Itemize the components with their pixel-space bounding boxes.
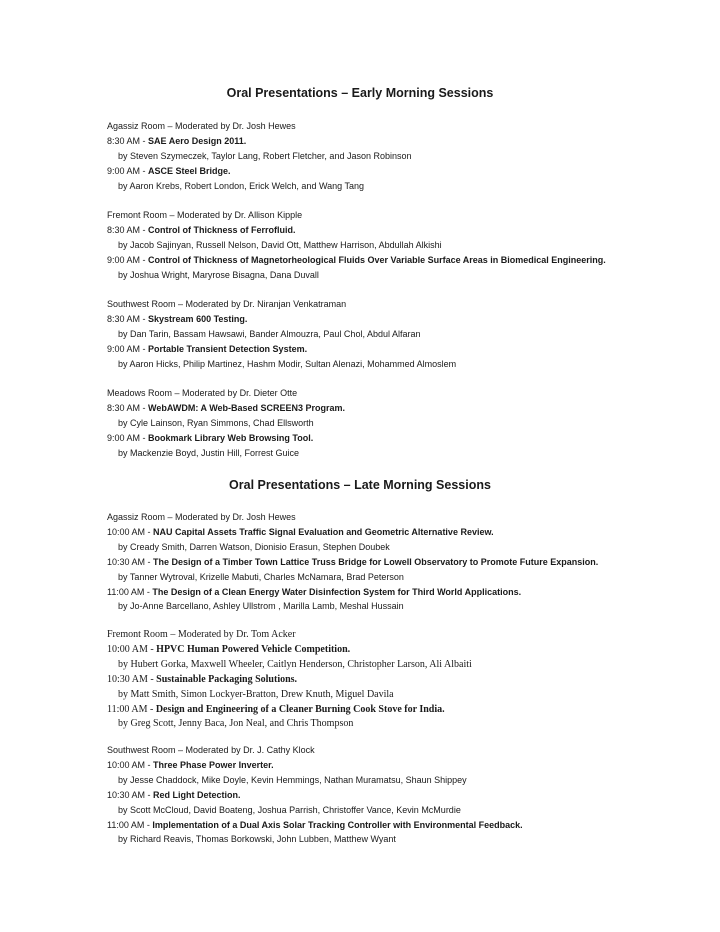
talk-title: The Design of a Clean Energy Water Disinfection System for Third World Applications. (152, 586, 522, 597)
talk-title: ASCE Steel Bridge. (148, 165, 231, 176)
talk-time: 11:00 AM - (107, 819, 153, 830)
talk-authors: by Tanner Wytroval, Krizelle Mabuti, Charles McNamara, Brad Peterson (118, 571, 404, 582)
talk-time: 10:00 AM - (107, 643, 157, 655)
talk-authors: by Jesse Chaddock, Mike Doyle, Kevin Hemmings, Nathan Muramatsu, Shaun Shippey (118, 774, 467, 785)
talk-line (107, 585, 707, 600)
talk-line (107, 401, 707, 416)
talk-line (107, 818, 707, 833)
talk-title: Portable Transient Detection System. (148, 343, 308, 354)
talk-line (107, 342, 707, 357)
talk-title: Sustainable Packaging Solutions. (156, 673, 298, 685)
talk-time: 9:00 AM - (107, 432, 149, 443)
talk-title: Design and Engineering of a Cleaner Burning Cook Stove for India. (155, 703, 445, 715)
talk-line (107, 223, 707, 238)
talk-time: 9:00 AM - (107, 165, 149, 176)
talk-line (107, 758, 707, 773)
talk-time: 10:30 AM - (107, 556, 154, 567)
room-header: Meadows Room – Moderated by Dr. Dieter Otte (107, 388, 298, 398)
talk-title: Bookmark Library Web Browsing Tool. (148, 432, 314, 443)
talk-time: 9:00 AM - (107, 343, 149, 354)
talk-time: 10:00 AM - (107, 526, 154, 537)
section-heading-late: Oral Presentations – Late Morning Sessions (229, 478, 491, 492)
room-header: Southwest Room – Moderated by Dr. J. Cathy Klock (107, 745, 315, 755)
talk-time: 8:30 AM - (107, 313, 149, 324)
talk-authors: by Mackenzie Boyd, Justin Hill, Forrest Guice (118, 447, 300, 458)
talk-line (107, 788, 707, 803)
room-header: Fremont Room – Moderated by Dr. Allison Kipple (107, 210, 303, 220)
talk-line (107, 703, 707, 718)
talk-title: NAU Capital Assets Traffic Signal Evaluation and Geometric Alternative Review. (153, 526, 494, 537)
talk-authors: by Aaron Hicks, Philip Martinez, Hashm Modir, Sultan Alenazi, Mohammed Almoslem (118, 358, 457, 369)
talk-authors: by Steven Szymeczek, Taylor Lang, Robert Fletcher, and Jason Robinson (118, 150, 412, 161)
talk-time: 10:30 AM - (107, 789, 154, 800)
talk-authors: by Joshua Wright, Maryrose Bisagna, Dana Duvall (118, 269, 319, 280)
room-block-agassiz-late (107, 510, 707, 614)
talk-line (107, 164, 707, 179)
room-block-agassiz-early (107, 119, 707, 194)
room-header: Southwest Room – Moderated by Dr. Niranjan Venkatraman (107, 299, 347, 309)
talk-line (107, 555, 707, 570)
talk-authors: by Matt Smith, Simon Lockyer-Bratton, Drew Knuth, Miguel Davila (118, 688, 394, 700)
talk-authors: by Hubert Gorka, Maxwell Wheeler, Caitlyn Henderson, Christopher Larson, Ali Albaiti (118, 658, 472, 670)
talk-authors: by Aaron Krebs, Robert London, Erick Welch, and Wang Tang (118, 180, 364, 191)
talk-time: 8:30 AM - (107, 402, 149, 413)
talk-title: Three Phase Power Inverter. (153, 759, 274, 770)
talk-line (107, 643, 707, 658)
talk-title: HPVC Human Powered Vehicle Competition. (156, 643, 351, 655)
talk-title: Control of Thickness of Magnetorheological Fluids Over Variable Surface Areas in Biomedical Engineering. (148, 254, 606, 265)
room-header: Agassiz Room – Moderated by Dr. Josh Hewes (107, 512, 296, 522)
talk-line (107, 673, 707, 688)
talk-authors: by Dan Tarin, Bassam Hawsawi, Bander Almouzra, Paul Chol, Abdul Alfaran (118, 328, 421, 339)
talk-authors: by Jacob Sajinyan, Russell Nelson, David Ott, Matthew Harrison, Abdullah Alkishi (118, 239, 442, 250)
talk-line (107, 312, 707, 327)
talk-line (107, 525, 707, 540)
talk-title: Implementation of a Dual Axis Solar Tracking Controller with Environmental Feedback. (152, 819, 523, 830)
talk-time: 8:30 AM - (107, 135, 149, 146)
room-header: Fremont Room – Moderated by Dr. Tom Acker (107, 629, 296, 640)
talk-authors: by Greg Scott, Jenny Baca, Jon Neal, and Chris Thompson (118, 718, 354, 730)
room-block-fremont-late (107, 628, 707, 732)
talk-line (107, 134, 707, 149)
talk-title: WebAWDM: A Web-Based SCREEN3 Program. (148, 402, 346, 413)
talk-time: 11:00 AM - (107, 703, 156, 715)
talk-authors: by Cyle Lainson, Ryan Simmons, Chad Ellsworth (118, 417, 314, 428)
talk-title: Control of Thickness of Ferrofluid. (148, 224, 296, 235)
room-block-southwest-late (107, 743, 707, 847)
room-block-southwest-early (107, 297, 707, 372)
talk-authors: by Jo-Anne Barcellano, Ashley Ullstrom , Marilla Lamb, Meshal Hussain (118, 601, 404, 612)
talk-authors: by Scott McCloud, David Boateng, Joshua Parrish, Christoffer Vance, Kevin McMurdie (118, 804, 461, 815)
talk-title: SAE Aero Design 2011. (148, 135, 247, 146)
talk-line (107, 253, 707, 268)
talk-authors: by Richard Reavis, Thomas Borkowski, John Lubben, Matthew Wyant (118, 834, 396, 845)
section-heading-early: Oral Presentations – Early Morning Sessions (226, 86, 494, 100)
talk-authors: by Cready Smith, Darren Watson, Dionisio Erasun, Stephen Doubek (118, 541, 390, 552)
room-header: Agassiz Room – Moderated by Dr. Josh Hewes (107, 121, 296, 131)
talk-time: 8:30 AM - (107, 224, 149, 235)
talk-title: Skystream 600 Testing. (148, 313, 248, 324)
talk-time: 10:00 AM - (107, 759, 154, 770)
talk-time: 9:00 AM - (107, 254, 149, 265)
room-block-meadows-early (107, 386, 707, 461)
talk-title: The Design of a Timber Town Lattice Truss Bridge for Lowell Observatory to Promote Future Expansion. (153, 556, 599, 567)
talk-time: 11:00 AM - (107, 586, 153, 597)
talk-line (107, 431, 707, 446)
talk-time: 10:30 AM - (107, 673, 157, 685)
room-block-fremont-early (107, 208, 707, 283)
talk-title: Red Light Detection. (153, 789, 241, 800)
